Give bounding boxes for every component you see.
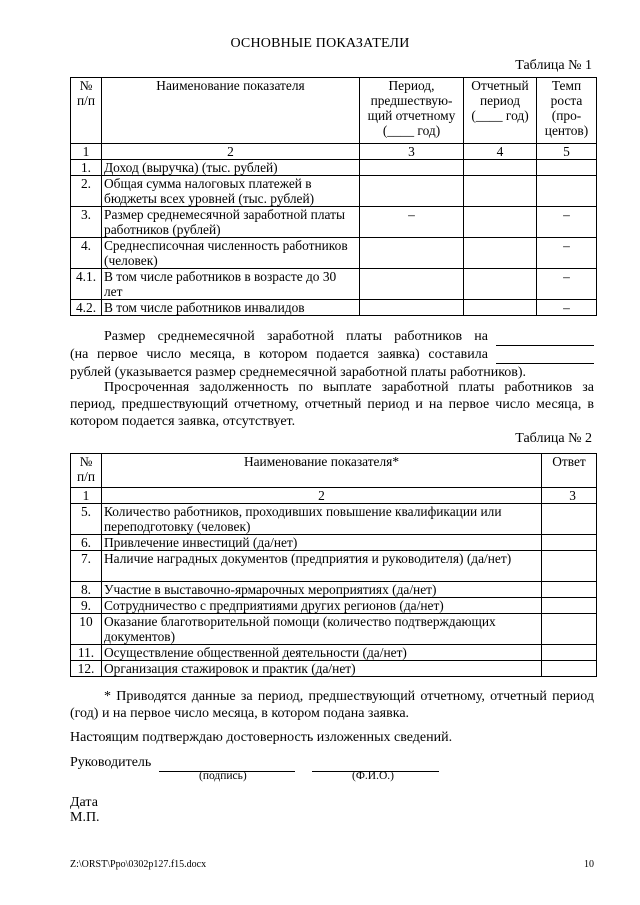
salary-line-1: Размер среднемесячной заработной платы работников на [104, 329, 488, 344]
row-rate-value: – [537, 300, 597, 316]
table1-index-cell: 1 [71, 144, 102, 160]
salary-date-blank [496, 328, 594, 346]
table1-index-cell: 3 [360, 144, 464, 160]
table2-header-num: № п/п [71, 454, 102, 488]
row-rep-value [464, 207, 537, 238]
table1-index-cell: 4 [464, 144, 537, 160]
row-number: 7. [71, 551, 102, 582]
row-number: 12. [71, 661, 102, 677]
table1-header-prev: Период, предшествую-щий отчетному (____ год) [360, 78, 464, 144]
signature-caption: (подпись) [199, 770, 247, 782]
row-indicator-name: Организация стажировок и практик (да/нет) [102, 661, 542, 677]
row-indicator-name: Размер среднемесячной заработной платы работников (рублей) [102, 207, 360, 238]
table-row [71, 551, 597, 582]
row-indicator-name: Количество работников, проходивших повышение квалификации или переподготовку (человек) [102, 504, 542, 535]
row-number: 10 [71, 614, 102, 645]
footnote: * Приводятся данные за период, предшествующий отчетному, отчетный период (год) и на первое число месяца, в котором подана заявка. [70, 689, 594, 721]
table1-header-row [71, 78, 597, 144]
row-answer [542, 551, 597, 582]
table-row [71, 598, 597, 614]
row-answer [542, 645, 597, 661]
table-row [71, 300, 597, 316]
table-row [71, 269, 597, 300]
row-answer [542, 582, 597, 598]
table2-index-cell: 2 [102, 488, 542, 504]
row-indicator-name: Доход (выручка) (тыс. рублей) [102, 160, 360, 176]
row-answer [542, 661, 597, 677]
table2-index-cell: 1 [71, 488, 102, 504]
head-label: Руководитель [70, 755, 152, 770]
row-rep-value [464, 269, 537, 300]
row-indicator-name: Наличие наградных документов (предприятия и руководителя) (да/нет) [102, 551, 542, 582]
table2 [70, 453, 597, 677]
row-number: 2. [71, 176, 102, 207]
table-row [71, 207, 597, 238]
table-row [71, 504, 597, 535]
signature-block [70, 755, 594, 772]
row-answer [542, 504, 597, 535]
table2-header-answer: Ответ [542, 454, 597, 488]
row-indicator-name: Осуществление общественной деятельности (да/нет) [102, 645, 542, 661]
row-indicator-name: В том числе работников в возрасте до 30 лет [102, 269, 360, 300]
salary-paragraph [70, 328, 594, 381]
row-number: 9. [71, 598, 102, 614]
row-answer [542, 535, 597, 551]
row-number: 8. [71, 582, 102, 598]
table2-header-row [71, 454, 597, 488]
row-prev-value [360, 269, 464, 300]
row-rate-value: – [537, 238, 597, 269]
row-prev-value: – [360, 207, 464, 238]
table1-label: Таблица № 1 [515, 58, 592, 73]
table-row [71, 645, 597, 661]
row-rate-value: – [537, 269, 597, 300]
row-prev-value [360, 300, 464, 316]
table2-index-cell: 3 [542, 488, 597, 504]
table-row [71, 614, 597, 645]
row-prev-value [360, 176, 464, 207]
row-rep-value [464, 176, 537, 207]
row-number: 3. [71, 207, 102, 238]
date-label: Дата [70, 795, 98, 810]
table1-header-rate: Темп роста (про-центов) [537, 78, 597, 144]
table-row [71, 238, 597, 269]
row-number: 5. [71, 504, 102, 535]
table1-index-row [71, 144, 597, 160]
row-rep-value [464, 300, 537, 316]
table-row [71, 535, 597, 551]
row-number: 4.2. [71, 300, 102, 316]
table1-header-rep: Отчетный период (____ год) [464, 78, 537, 144]
page-title: ОСНОВНЫЕ ПОКАЗАТЕЛИ [230, 36, 410, 51]
table2-header-name: Наименование показателя* [102, 454, 542, 488]
row-indicator-name: Среднесписочная численность работников (человек) [102, 238, 360, 269]
salary-amount-blank [496, 346, 594, 364]
table2-label: Таблица № 2 [515, 431, 592, 446]
table-row [71, 160, 597, 176]
row-indicator-name: В том числе работников инвалидов [102, 300, 360, 316]
table-row [71, 176, 597, 207]
stamp-label: М.П. [70, 810, 100, 825]
salary-line-2: (на первое число месяца, в котором подается заявка) составила [70, 347, 488, 362]
table1-index-cell: 5 [537, 144, 597, 160]
table1-header-num: № п/п [71, 78, 102, 144]
row-prev-value [360, 160, 464, 176]
row-rate-value [537, 160, 597, 176]
row-rate-value [537, 176, 597, 207]
row-rep-value [464, 160, 537, 176]
row-number: 1. [71, 160, 102, 176]
table-row [71, 582, 597, 598]
salary-line-3: рублей (указывается размер среднемесячной заработной платы работников). [70, 365, 527, 380]
row-number: 6. [71, 535, 102, 551]
row-indicator-name: Участие в выставочно-ярмарочных мероприятиях (да/нет) [102, 582, 542, 598]
footer-file-path: Z:\ORST\Ppo\0302p127.f15.docx [70, 859, 207, 870]
row-indicator-name: Сотрудничество с предприятиями других регионов (да/нет) [102, 598, 542, 614]
row-number: 4.1. [71, 269, 102, 300]
debt-paragraph: Просроченная задолженность по выплате заработной платы работников за период, предшествующий отчетному, отчетный период и на первое число месяца, в котором подается заявка, отсутствует. [70, 380, 594, 429]
row-number: 4. [71, 238, 102, 269]
table2-index-row [71, 488, 597, 504]
footer-page-number: 10 [584, 859, 594, 870]
row-indicator-name: Общая сумма налоговых платежей в бюджеты всех уровней (тыс. рублей) [102, 176, 360, 207]
row-indicator-name: Привлечение инвестиций (да/нет) [102, 535, 542, 551]
table1-header-name: Наименование показателя [102, 78, 360, 144]
row-indicator-name: Оказание благотворительной помощи (количество подтверждающих документов) [102, 614, 542, 645]
row-prev-value [360, 238, 464, 269]
row-answer [542, 598, 597, 614]
row-answer [542, 614, 597, 645]
table1 [70, 77, 597, 316]
table1-index-cell: 2 [102, 144, 360, 160]
row-rate-value: – [537, 207, 597, 238]
full-name-caption: (Ф.И.О.) [352, 770, 394, 782]
row-number: 11. [71, 645, 102, 661]
table-row [71, 661, 597, 677]
row-rep-value [464, 238, 537, 269]
confirmation-text: Настоящим подтверждаю достоверность изложенных сведений. [70, 730, 453, 745]
